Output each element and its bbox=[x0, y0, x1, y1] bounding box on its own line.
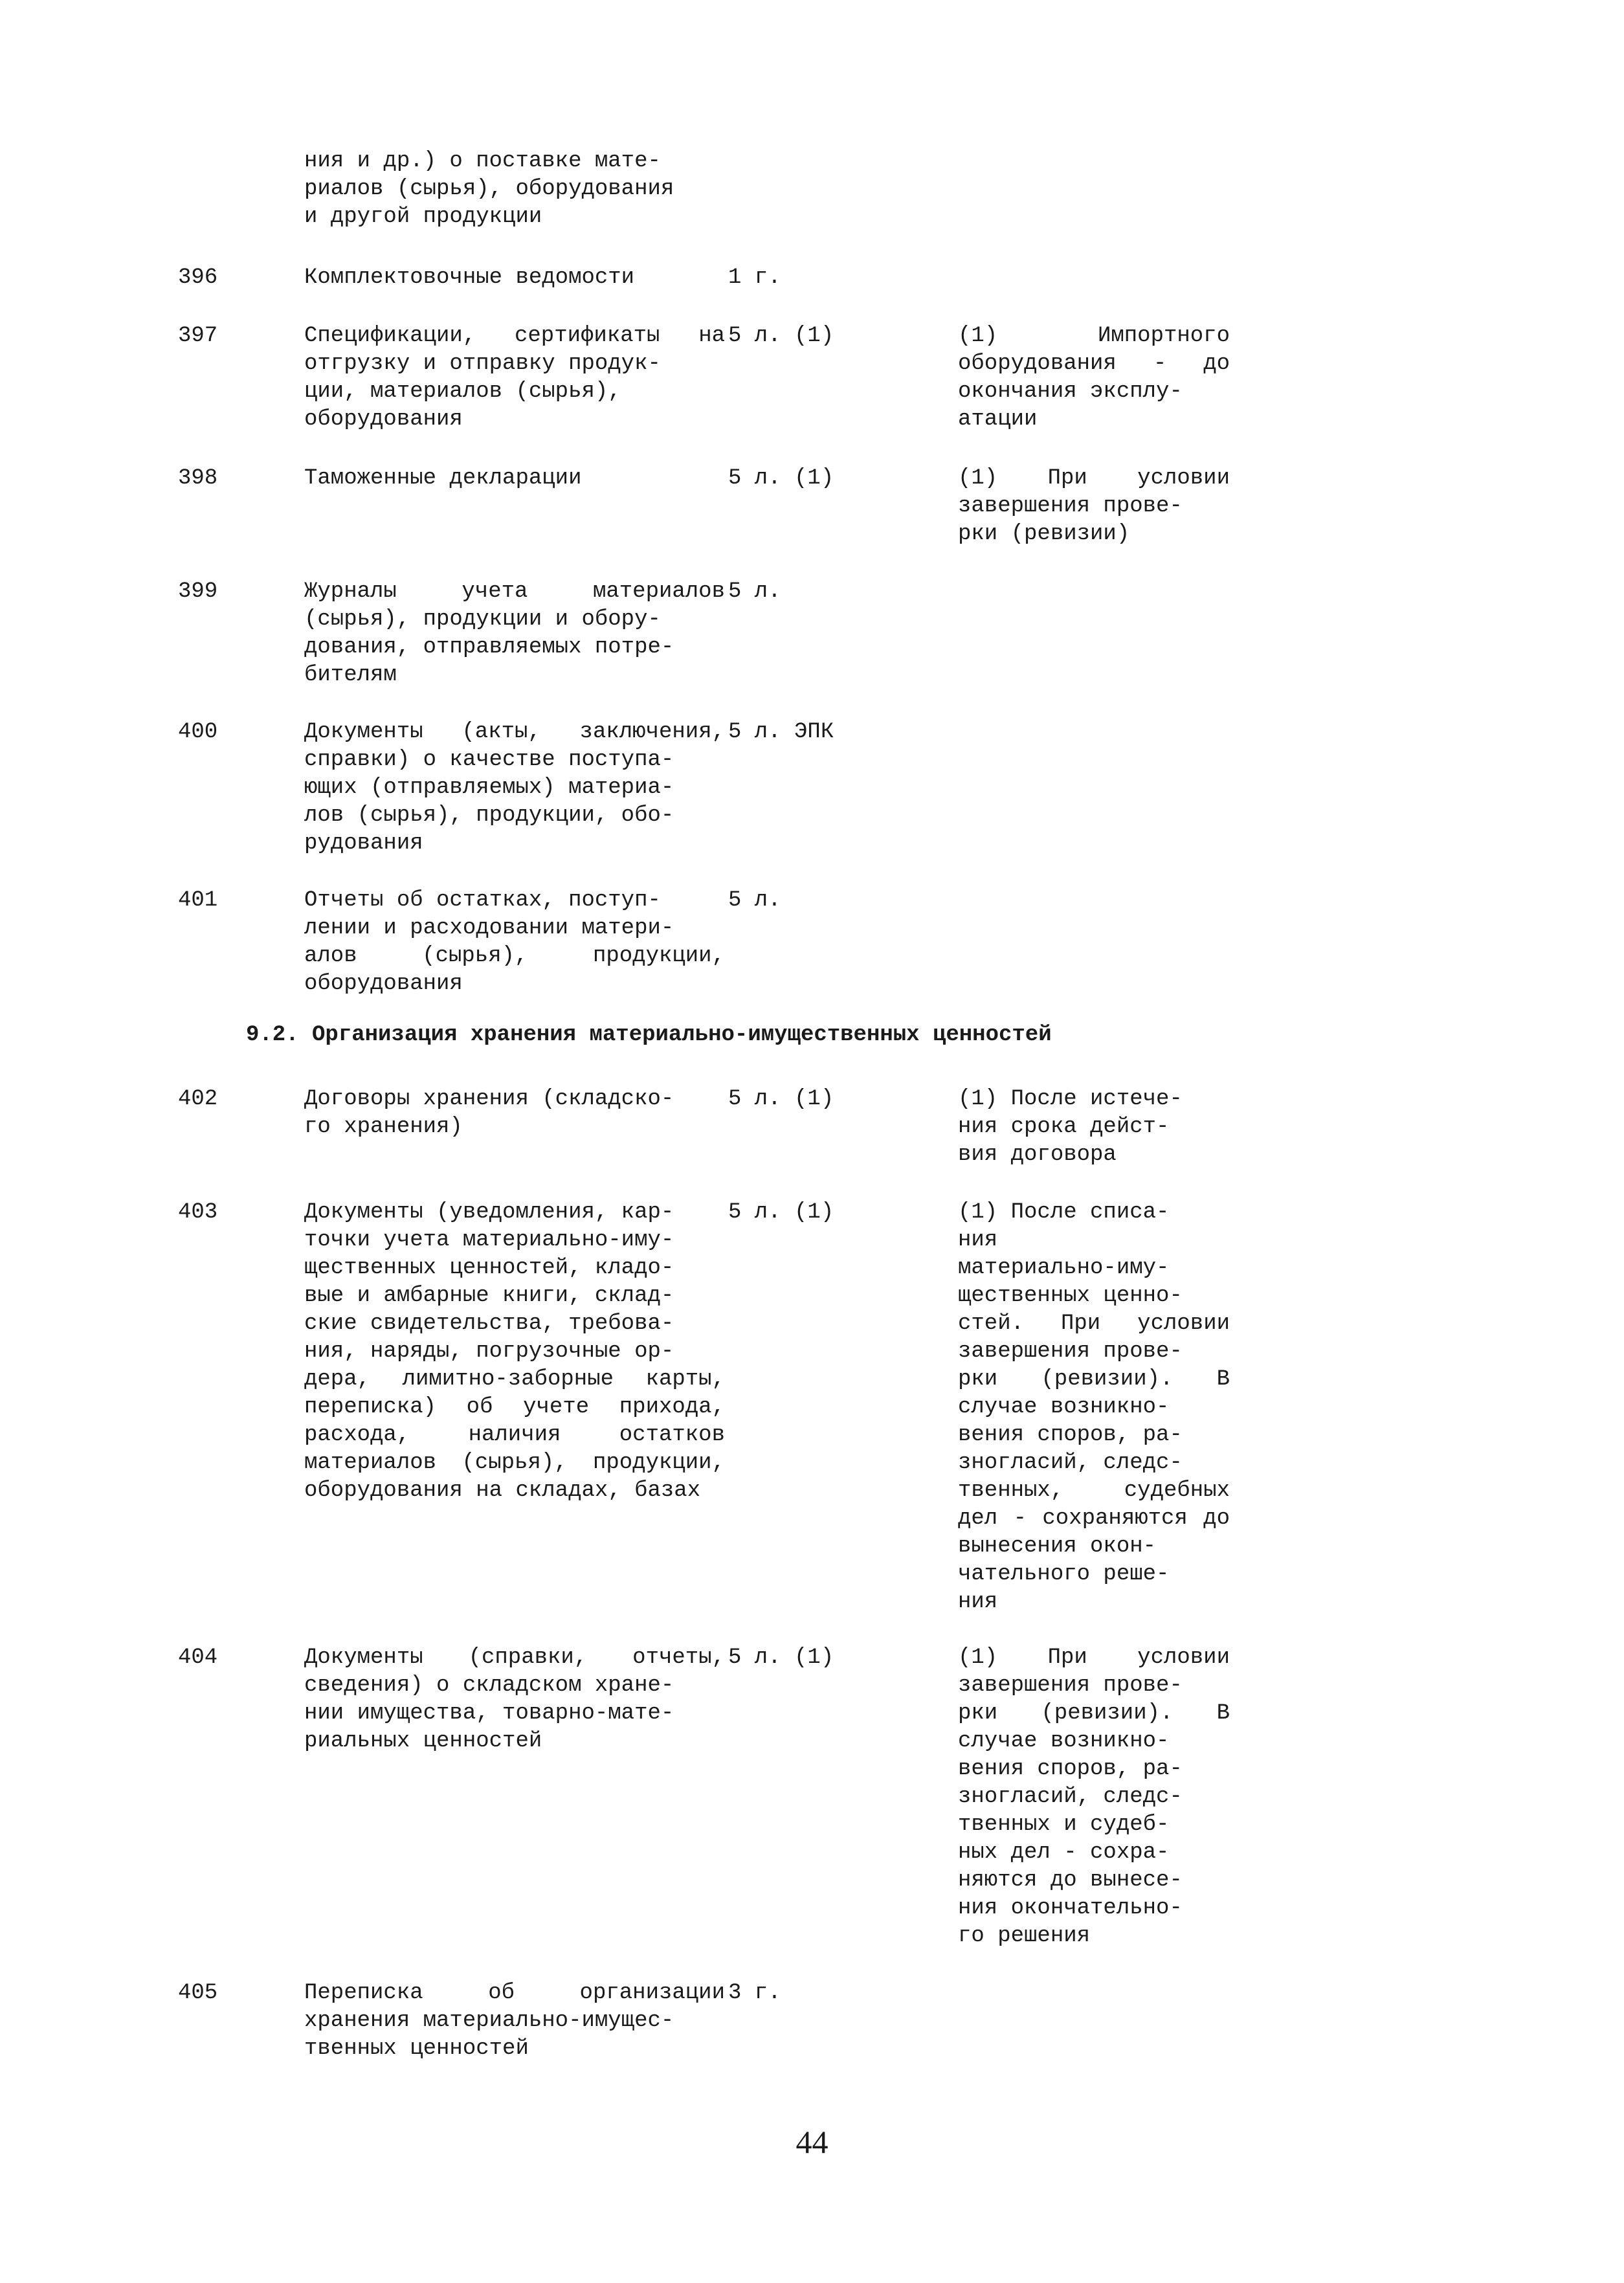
page-number: 44 bbox=[795, 2124, 829, 2160]
entry-note: (1) При условии завершения прове- рки (ревизии) bbox=[958, 466, 1230, 546]
entry-number: 400 bbox=[178, 720, 218, 744]
entry-term: 5 л. (1) bbox=[728, 1645, 834, 1670]
entry-title: Спецификации, сертификаты на отгрузку и отправку продук- ции, материалов (сырья), оборудования bbox=[304, 324, 725, 432]
entry-number: 404 bbox=[178, 1645, 218, 1670]
entry-title: Комплектовочные ведомости bbox=[304, 265, 635, 290]
entry-title: Отчеты об остатках, поступ- лении и расходовании матери- алов (сырья), продукции, оборудования bbox=[304, 888, 725, 996]
entry-number: 397 bbox=[178, 324, 218, 348]
entry-term: 5 л. (1) bbox=[728, 1200, 834, 1225]
entry-number: 399 bbox=[178, 579, 218, 604]
entry-term: 5 л. (1) bbox=[728, 324, 834, 348]
entry-number: 402 bbox=[178, 1087, 218, 1111]
entry-term: 5 л. (1) bbox=[728, 466, 834, 491]
entry-term: 5 л. ЭПК bbox=[728, 720, 834, 744]
entry-term: 5 л. (1) bbox=[728, 1087, 834, 1111]
entry-note: (1) Импортного оборудования - до окончания эксплу- атации bbox=[958, 324, 1230, 432]
entry-title: Таможенные декларации bbox=[304, 466, 582, 491]
entry-term: 5 л. bbox=[728, 888, 781, 913]
entry-note: (1) После истече- ния срока дейст- вия договора bbox=[958, 1087, 1183, 1167]
entry-note: (1) После списа- ния материально-иму- щественных ценно- стей. При условии завершения прове- рки (ревизии). В случае возникно- вения споров, ра- зногласий, следс- твенных, судебных дел - сохраняются до вынесения окон- чательного реше- ния bbox=[958, 1200, 1230, 1614]
entry-note: (1) При условии завершения прове- рки (ревизии). В случае возникно- вения споров, ра- зногласий, следс- твенных и судеб- ных дел - сохра- няются до вынесе- ния окончательно- го решения bbox=[958, 1645, 1230, 1948]
entry-number: 398 bbox=[178, 466, 218, 491]
entry-title: Журналы учета материалов (сырья), продукции и обору- дования, отправляемых потре- бителям bbox=[304, 579, 725, 687]
entry-title: ния и др.) о поставке мате- риалов (сырья), оборудования и другой продукции bbox=[304, 149, 674, 229]
entry-title: Документы (акты, заключения, справки) о качестве поступа- ющих (отправляемых) материа- лов (сырья), продукции, обо- рудования bbox=[304, 720, 725, 856]
entry-term: 1 г. bbox=[728, 265, 781, 290]
entry-title: Переписка об организации хранения материально-имущес- твенных ценностей bbox=[304, 1981, 725, 2061]
entry-title: Документы (справки, отчеты, сведения) о складском хране- нии имущества, товарно-мате- риальных ценностей bbox=[304, 1645, 725, 1754]
entry-number: 405 bbox=[178, 1981, 218, 2005]
entry-title: Договоры хранения (складско- го хранения) bbox=[304, 1087, 674, 1139]
section-heading: 9.2. Организация хранения материально-имущественных ценностей bbox=[246, 1023, 1052, 1047]
entry-number: 403 bbox=[178, 1200, 218, 1225]
entry-term: 5 л. bbox=[728, 579, 781, 604]
entry-title: Документы (уведомления, кар- точки учета материально-иму- щественных ценностей, кладо- вые и амбарные книги, склад- ские свидетельства, требова- ния, наряды, погрузочные ор- дера, лимитно-заборные карты, переписка) об учете прихода, расхода, наличия остатков материалов (сырья), продукции, оборудования на складах, базах bbox=[304, 1200, 725, 1503]
entry-number: 401 bbox=[178, 888, 218, 913]
entry-term: 3 г. bbox=[728, 1981, 781, 2005]
entry-number: 396 bbox=[178, 265, 218, 290]
